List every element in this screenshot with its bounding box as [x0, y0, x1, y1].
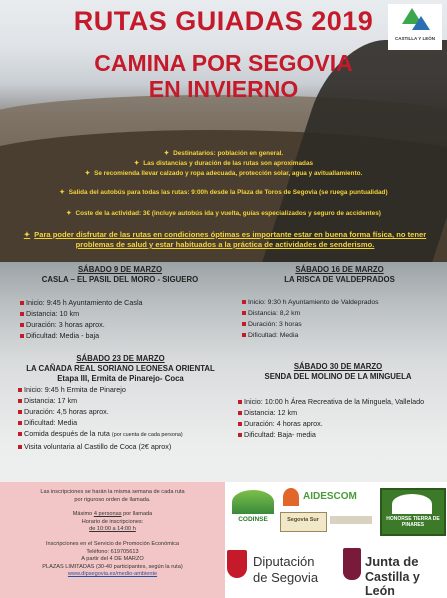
- star-icon: ✦: [59, 189, 65, 196]
- box-line: Teléfono: 619705613: [86, 548, 139, 555]
- route-2-name: LA RISCA DE VALDEPRADOS: [284, 275, 395, 284]
- box-line: PLAZAS LIMITADAS (30-40 participantes, según la ruta): [42, 563, 183, 570]
- junta-logo: [343, 544, 445, 598]
- route-4-item: Inicio: 10:00 h Área Recreativa de la Minguela, Vallelado: [238, 396, 438, 407]
- route-1-item: Duración: 3 horas aprox.: [20, 319, 220, 330]
- box-line: Horario de inscripciones:: [81, 518, 144, 525]
- info-line-5: ✦ Coste de la actividad: 3€ (incluye autobús ida y vuelta, guías especializados y seguro de accidentes): [66, 210, 381, 217]
- sponsor-logos: [225, 482, 447, 598]
- subtitle: [0, 50, 447, 102]
- subtitle-line1: CAMINA POR SEGOVIA: [94, 50, 353, 76]
- route-3-item: Distancia: 17 km: [18, 395, 223, 406]
- aidescom-shape: [283, 488, 299, 506]
- warning-note: ✦ Para poder disfrutar de las rutas en condiciones óptimas es importante estar en buena forma física, no tener problemas de salud y estar habituados a la práctica de actividades de senderismo.: [23, 230, 427, 249]
- route-3-name: LA CAÑADA REAL SORIANO LEONESA ORIENTAL: [26, 364, 215, 373]
- star-icon: ✦: [66, 210, 72, 217]
- route-2-item: Duración: 3 horas: [242, 319, 437, 330]
- hero-photo: [0, 0, 447, 262]
- star-icon: ✦: [84, 170, 91, 177]
- route-4-date: SÁBADO 30 DE MARZO: [293, 362, 383, 371]
- website-link[interactable]: www.dipsegovia.es/medio-ambiente: [67, 571, 158, 578]
- route-1-name: CASLA – EL PASIL DEL MORO - SIGUERO: [41, 275, 199, 284]
- diputacion-label-1: Diputación: [253, 554, 315, 569]
- aidescom-logo: [283, 486, 373, 510]
- segovia-sur-label: Segovia Sur: [287, 517, 319, 523]
- route-2: [242, 265, 437, 341]
- route-2-date: SÁBADO 16 DE MARZO: [295, 265, 384, 274]
- junta-label-2: Castilla y León: [365, 570, 420, 598]
- box-line: de 10:00 a 14:00 h: [89, 526, 136, 533]
- honorse-shape: [392, 494, 432, 514]
- route-2-item: Inicio: 9:30 h Ayuntamiento de Valdeprados: [242, 297, 437, 308]
- junta-label-1: Junta de: [365, 554, 419, 569]
- box-line: Las inscripciones se harán la misma semana de cada ruta: [40, 489, 185, 495]
- comida-note: (por cuenta de cada persona): [111, 432, 183, 438]
- codinse-logo: [228, 490, 278, 530]
- segovia-sur-logo: [280, 512, 375, 532]
- route-3-date: SÁBADO 23 DE MARZO: [76, 354, 165, 363]
- route-4: [238, 362, 438, 440]
- info-line-2: ✦ Las distancias y duración de las rutas son aproximadas: [133, 160, 314, 167]
- box-line: Máximo 4 personas por llamada: [72, 511, 153, 518]
- honorse-logo: [380, 488, 446, 536]
- route-4-item: Duración: 4 horas aprox.: [238, 418, 438, 429]
- codinse-shape: [232, 490, 274, 514]
- diputacion-label-2: de Segovia: [253, 570, 319, 585]
- route-1-item: Inicio: 9:45 h Ayuntamiento de Casla: [20, 297, 220, 308]
- honorse-label: HONORSE TIERRA DE PINARES: [386, 516, 440, 528]
- star-icon: ✦: [133, 160, 140, 167]
- logo-shape-blue: [412, 16, 430, 30]
- route-1: [20, 265, 220, 341]
- box-line: Inscripciones en el Servicio de Promoción Económica: [45, 540, 180, 547]
- route-3-item: Duración: 4,5 horas aprox.: [18, 406, 223, 417]
- route-3-stage: Etapa III, Ermita de Pinarejo- Coca: [57, 374, 184, 383]
- codinse-label: CODINSE: [238, 516, 268, 523]
- info-line-1: ✦ Destinatarios: población en general.: [163, 150, 284, 157]
- aidescom-label: AIDESCOM: [303, 491, 357, 502]
- main-title: RUTAS GUIADAS 2019: [73, 6, 374, 36]
- route-4-item: Distancia: 12 km: [238, 407, 438, 418]
- star-icon: ✦: [163, 150, 170, 157]
- route-3-item: Comida después de la ruta (por cuenta de cada persona): [18, 428, 223, 441]
- route-3-item: Visita voluntaria al Castillo de Coca (2€ aprox): [18, 441, 223, 452]
- route-2-item: Dificultad: Media: [242, 330, 437, 341]
- box-line: por riguroso orden de llamada.: [74, 496, 151, 503]
- castilla-leon-logo: [388, 4, 442, 50]
- asociacion-box: [330, 516, 372, 524]
- route-4-item: Dificultad: Baja- media: [238, 429, 438, 440]
- junta-shield-icon: [343, 548, 361, 580]
- route-1-date: SÁBADO 9 DE MARZO: [77, 265, 163, 274]
- diputacion-logo: [227, 544, 337, 592]
- star-icon: ✦: [23, 230, 31, 239]
- logo-label: CASTILLA Y LEÓN: [395, 36, 435, 41]
- subtitle-line2: EN INVIERNO: [148, 76, 299, 102]
- inscription-box: [0, 482, 225, 598]
- info-line-3: ✦ Se recomienda llevar calzado y ropa adecuada, protección solar, agua y avituallamiento.: [84, 170, 363, 177]
- route-3-item: Inicio: 9:45 h Ermita de Pinarejo: [18, 384, 223, 395]
- route-3-item: Dificultad: Media: [18, 417, 223, 428]
- diputacion-shield-icon: [227, 550, 247, 578]
- box-line: A partir del 4 DE MARZO: [81, 556, 144, 563]
- route-4-name: SENDA DEL MOLINO DE LA MINGUELA: [264, 372, 412, 381]
- info-line-4: ✦ Salida del autobús para todas las rutas: 9:00h desde la Plaza de Toros de Segovia (se ruega puntualidad): [59, 189, 388, 196]
- route-1-item: Dificultad: Media - baja: [20, 330, 220, 341]
- route-3: [18, 354, 223, 452]
- route-2-item: Distancia: 8,2 km: [242, 308, 437, 319]
- route-1-item: Distancia: 10 km: [20, 308, 220, 319]
